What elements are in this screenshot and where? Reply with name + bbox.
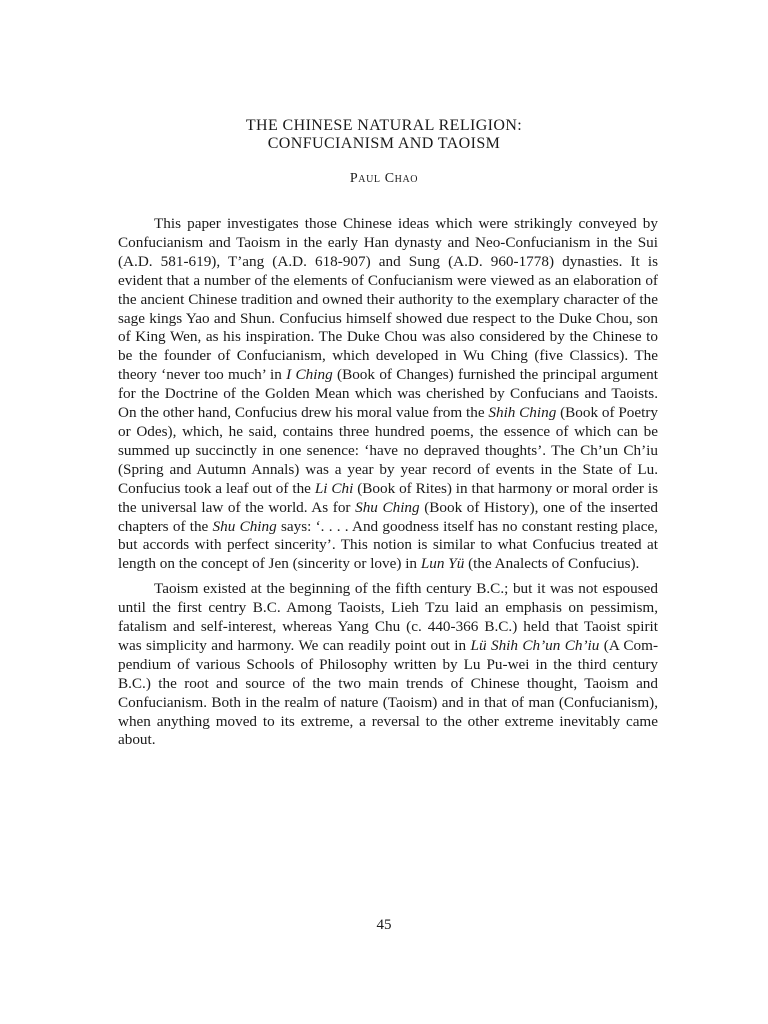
text-run: (Book of Rites) in that harmony or moral order is the universal law of the world. As for [118,479,658,516]
book-title: Shu Ching [355,498,420,516]
book-title: Shu Ching [212,517,277,535]
book-title: Li Chi [314,479,354,497]
author-name: Paul Chao [349,171,419,186]
text-run: (the Analects of Confucius). [464,555,640,573]
text-run: (A Compendium of various Schools of Philosophy written by Lu Pu-wei in the third century B.C.) the root and source of the two main trends of Chinese thought, Taoism and Confucianism. Both in the realm of nature (Taoism) and in that of man (Confucianism), when anything moved to its extreme, a reversal to the other extreme inevitably came about. [118,636,658,749]
paragraph [118,215,658,574]
article-title-line-2: CONFUCIANISM AND TAOISM [267,135,501,152]
page-number: 45 [376,917,392,933]
text-run: (Book of Poetry or Odes), which, he said, contains three hundred poems, the essence of which can be summed up succinctly in one senence: ‘have no depraved thoughts’. The Ch’un Ch’iu (Spring and Autumn Annals) was a year by year record of events in the State of Lu. Confucius took a leaf out of the [118,404,658,497]
text-run: This paper investigates those Chinese ideas which were strikingly conveyed by Confucianism and Taoism in the early Han dynasty and Neo-Confucianism in the Sui (A.D. 581-619), T’ang (A.D. 618-907) and Sung (A.D. 960-1778) dynasties. It is evident that a number of the elements of Confucianism were viewed as an elaboration of the ancient Chinese tradition and owned their authority to the exemplary character of the sage kings Yao and Shun. Confucius himself showed due respect to the Duke Chou, son of King Wen, as his inspiration. The Duke Chou was also considered by the Chinese to be the founder of Confucianism, which developed in Wu Ching (five Classics). The theory ‘never too much’ in [118,215,658,384]
text-run: says: ‘. . . . And goodness itself has no constant resting place, but accords with perfect sincerity’. This notion is similar to what Confucius treated at length on the concept of Jen (sincerity or love) in [118,517,658,573]
book-title: Lun Yü [420,555,465,573]
book-title: I Ching [286,366,333,384]
text-run: (Book of Changes) furnished the principal argument for the Doctrine of the Golden Mean which was cherished by Confucians and Taoists. On the other hand, Confucius drew his moral value from the [118,366,658,422]
text-run: (Book of History), one of the inserted chapters of the [118,498,659,535]
article-body [118,215,658,750]
text-run: Taoism existed at the beginning of the fifth century B.C.; but it was not espoused until the first centry B.C. Among Taoists, Lieh Tzu laid an emphasis on pessimism, fatalism and self-interest, whereas Yang Chu (c. 440-366 B.C.) held that Taoist spirit was simplicity and harmony. We can readily point out in [118,580,658,654]
article-title-line-1: THE CHINESE NATURAL RELIGION: [245,117,523,134]
paragraph [118,580,658,750]
book-title: Lü Shih Ch’un Ch’iu [470,636,600,654]
book-title: Shih Ching [488,404,557,422]
